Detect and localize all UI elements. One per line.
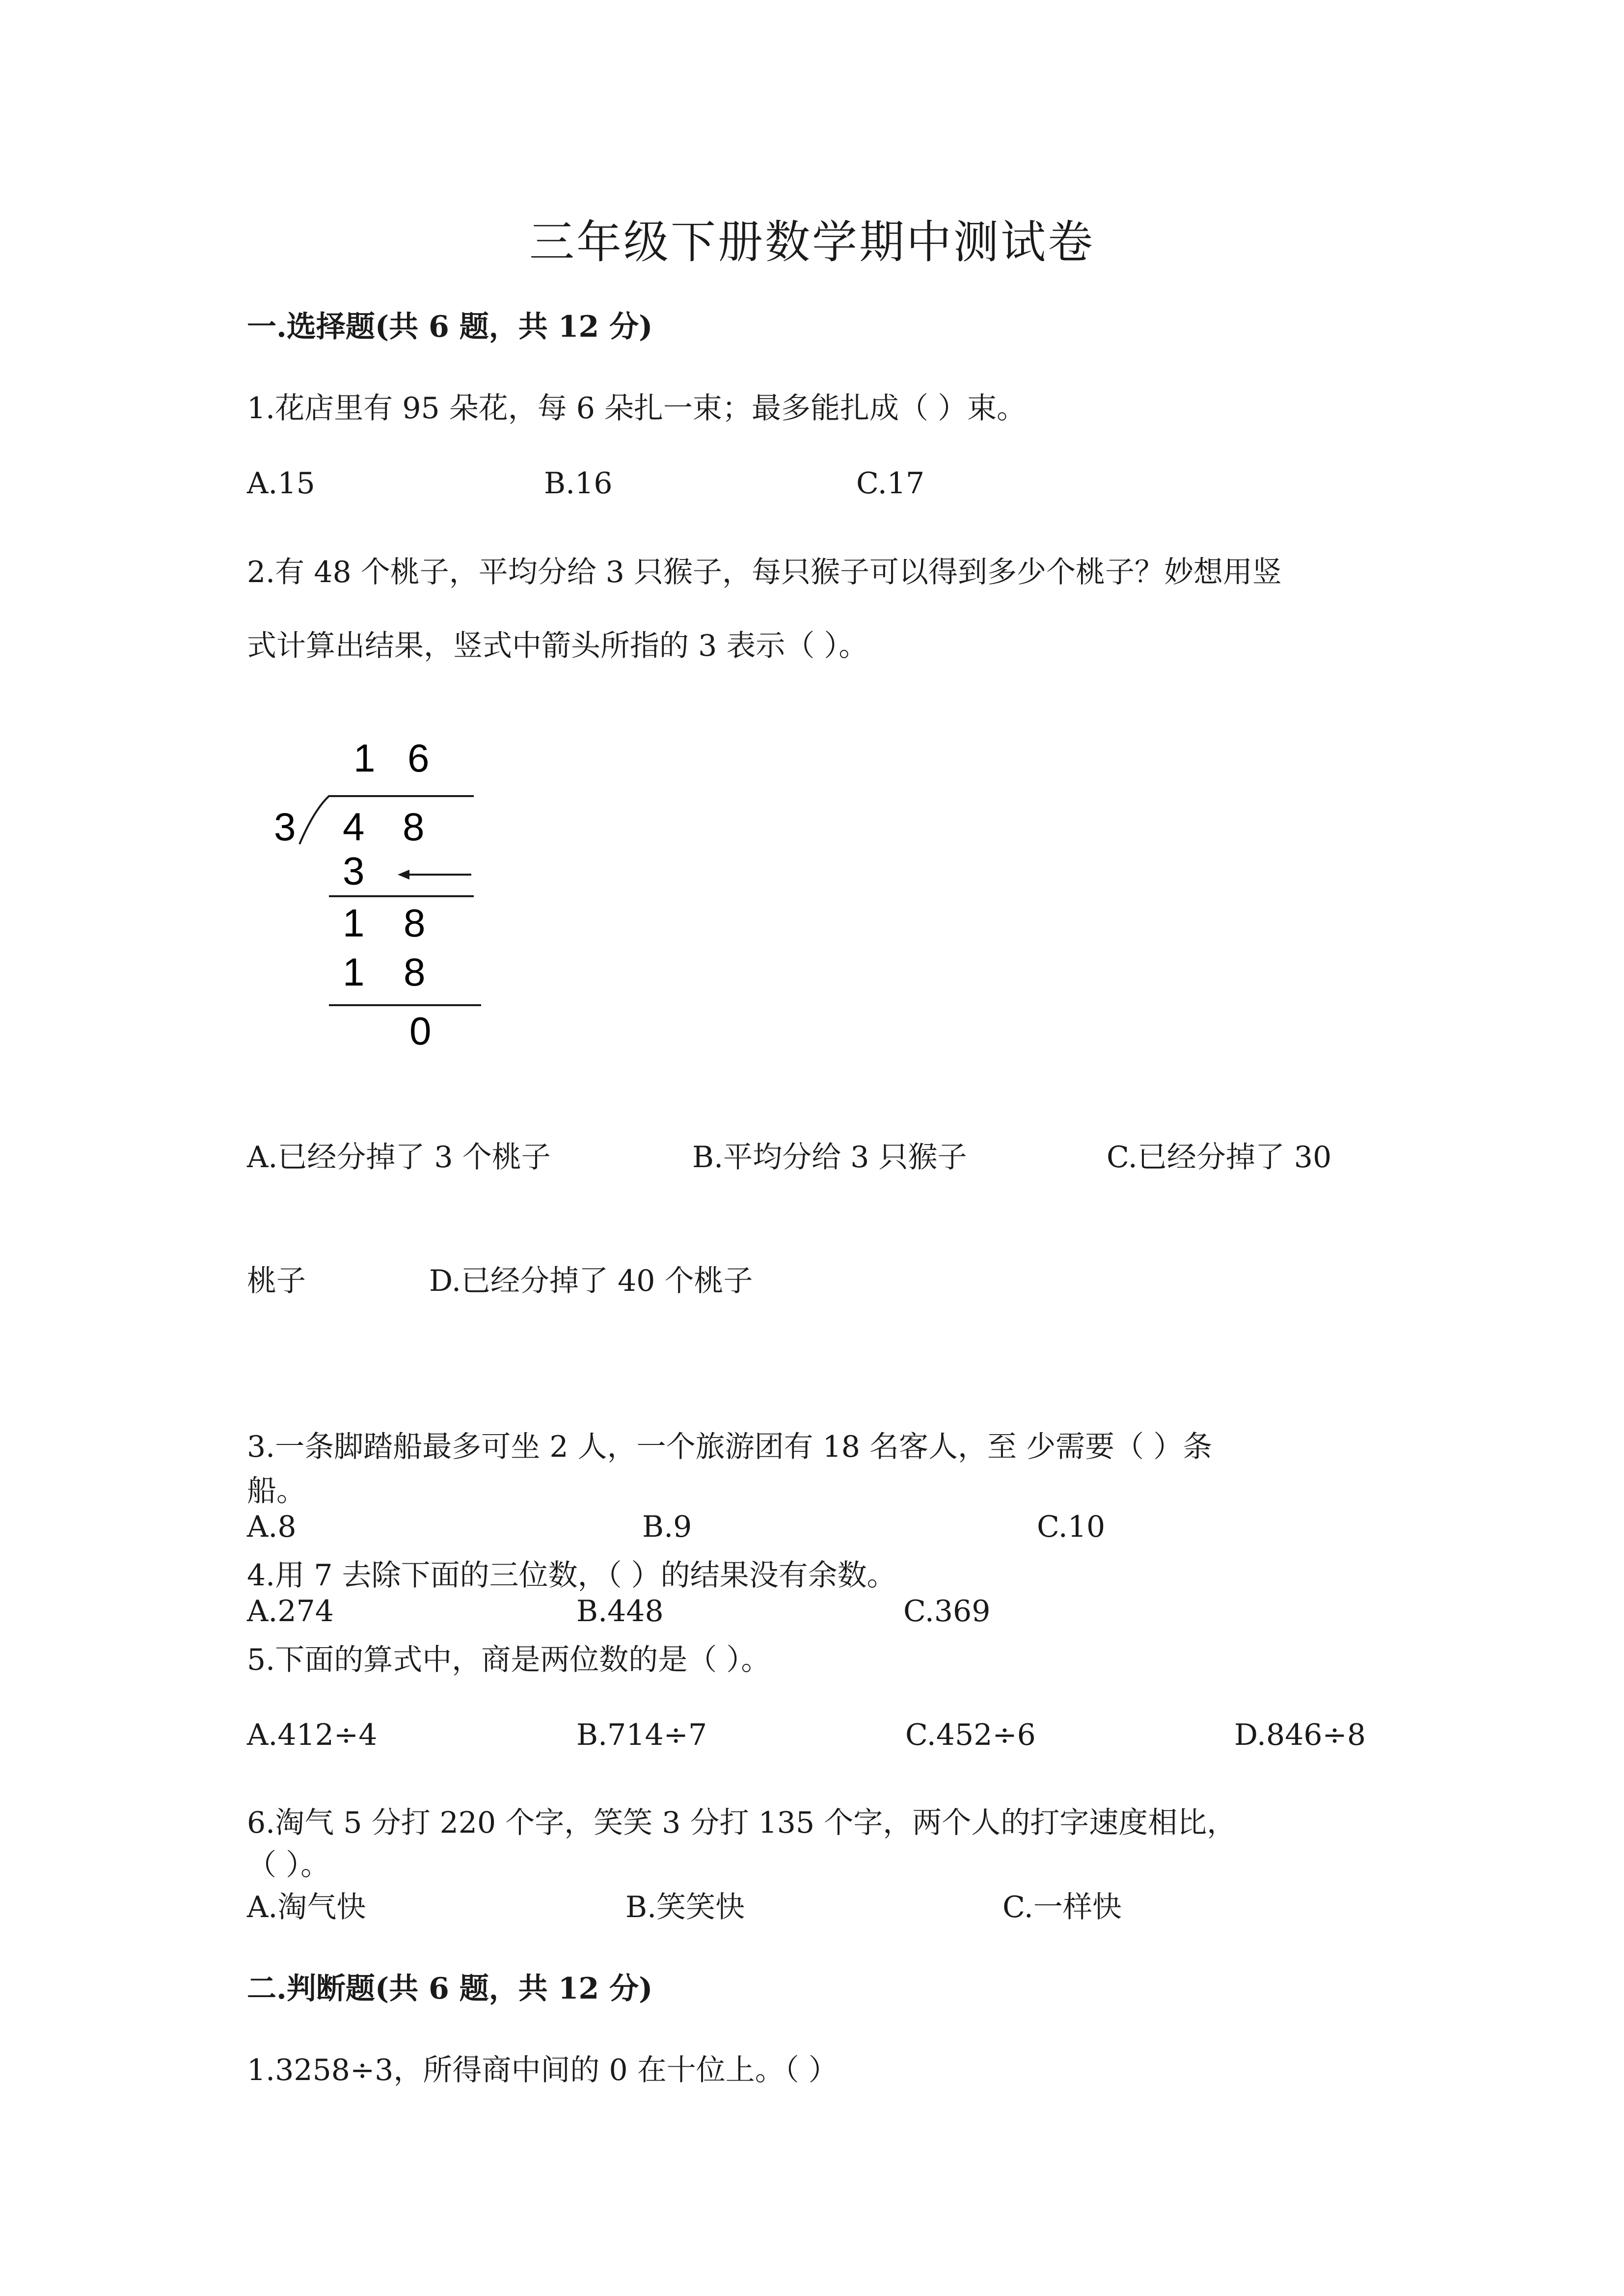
q5-option-d[interactable]: D.846÷8	[1234, 1718, 1366, 1752]
section-1-heading: 一.选择题(共 6 题，共 12 分)	[247, 310, 653, 344]
question-5: 5.下面的算式中，商是两位数的是（ ）。	[247, 1643, 771, 1677]
section-2-heading: 二.判断题(共 6 题，共 12 分)	[247, 1972, 653, 2006]
q3-option-a[interactable]: A.8	[247, 1510, 297, 1544]
q2-option-c-continued: 桃子	[247, 1264, 306, 1298]
question-2-line-1: 2.有 48 个桃子，平均分给 3 只猴子，每只猴子可以得到多少个桃子？妙想用竖	[247, 555, 1282, 589]
q2-option-c[interactable]: C.已经分掉了 30	[1107, 1140, 1332, 1175]
judgment-1: 1.3258÷3，所得商中间的 0 在十位上。（ ）	[247, 2053, 838, 2087]
q3-option-c[interactable]: C.10	[1037, 1510, 1106, 1544]
dividend-digit-2: 8	[403, 805, 425, 849]
question-2-line-2: 式计算出结果，竖式中箭头所指的 3 表示（ ）。	[247, 629, 868, 663]
q1-option-c[interactable]: C.17	[856, 466, 925, 501]
step-3-digit-2: 8	[404, 950, 426, 994]
division-bracket	[299, 796, 474, 844]
q3-option-b[interactable]: B.9	[642, 1510, 692, 1544]
step-1-digit: 3	[343, 849, 365, 893]
step-3-digit-1: 1	[343, 950, 365, 994]
page-title: 三年级下册数学期中测试卷	[529, 216, 1095, 268]
question-6-line-1: 6.淘气 5 分打 220 个字，笑笑 3 分打 135 个字，两个人的打字速度相比，	[247, 1806, 1237, 1840]
question-1: 1.花店里有 95 朵花，每 6 朵扎一束；最多能扎成（ ）束。	[247, 391, 1027, 426]
q5-option-b[interactable]: B.714÷7	[576, 1718, 707, 1752]
quotient-digit-2: 6	[407, 736, 430, 780]
q4-option-b[interactable]: B.448	[576, 1594, 664, 1629]
pointer-arrow-head	[398, 870, 409, 880]
remainder: 0	[409, 1009, 432, 1053]
question-3-line-1: 3.一条脚踏船最多可坐 2 人，一个旅游团有 18 名客人，至 少需要（ ）条	[247, 1430, 1213, 1464]
q5-option-a[interactable]: A.412÷4	[247, 1718, 378, 1752]
q6-option-a[interactable]: A.淘气快	[247, 1890, 366, 1924]
question-6-line-2: （ ）。	[247, 1848, 330, 1882]
q4-option-a[interactable]: A.274	[247, 1594, 334, 1629]
q6-option-b[interactable]: B.笑笑快	[625, 1890, 745, 1924]
question-3-line-2: 船。	[247, 1474, 306, 1508]
q2-option-d[interactable]: D.已经分掉了 40 个桃子	[429, 1264, 753, 1298]
question-4: 4.用 7 去除下面的三位数，（ ）的结果没有余数。	[247, 1558, 896, 1593]
q6-option-c[interactable]: C.一样快	[1002, 1890, 1122, 1924]
quotient-digit-1: 1	[353, 736, 376, 780]
q2-option-b[interactable]: B.平均分给 3 只猴子	[692, 1140, 967, 1175]
dividend-digit-1: 4	[343, 805, 365, 849]
q4-option-c[interactable]: C.369	[903, 1594, 991, 1629]
q1-option-b[interactable]: B.16	[544, 466, 613, 501]
step-2-digit-1: 1	[343, 901, 365, 945]
long-division-figure	[255, 726, 511, 1070]
q5-option-c[interactable]: C.452÷6	[905, 1718, 1036, 1752]
q1-option-a[interactable]: A.15	[247, 466, 315, 501]
step-2-digit-2: 8	[404, 901, 426, 945]
divisor: 3	[274, 805, 296, 849]
q2-option-a[interactable]: A.已经分掉了 3 个桃子	[247, 1140, 551, 1175]
